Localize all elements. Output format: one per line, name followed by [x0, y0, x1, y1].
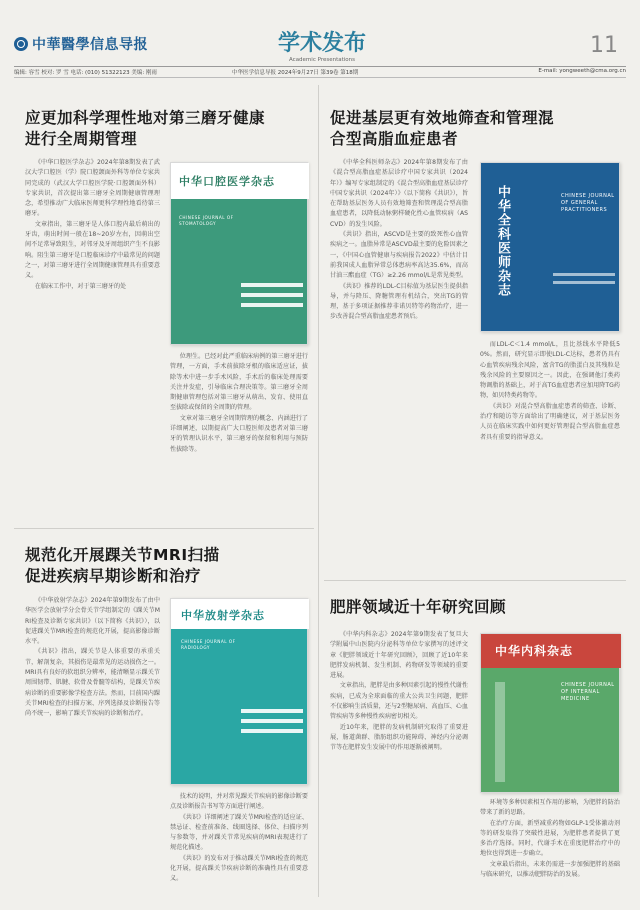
- issue-line: 中华医学信息导报 2024年9月27日 第39卷 第18期: [232, 70, 359, 76]
- article-3-body-col1: 《中华放射学杂志》2024年第9期发布了由中华医学会放射学分会骨关节学组制定的《踝关节MRI检查及诊断专家共识》（以下简称《共识》），以促进踝关节MRI检查的规范化开展，提高影像诊断水平。 《共识》指出，踝关节是人体重要的承重关节，解剖复杂，其损伤是最常见的运动损伤之一。MRI具有良好的软组织分辨率，能清晰显示踝关节周围韧带、肌腱、软骨及骨髓等结构，是踝关节疾病诊断的重要影像学检查方法。然而，目前国内踝关节MRI检查的扫描方案、序列选择及诊断报告等尚不统一，影响了踝关节疾病的诊断和治疗。: [25, 597, 160, 718]
- article-3-title: 规范化开展踝关节MRI扫描 促进疾病早期诊断和治疗: [25, 546, 220, 585]
- logo: [14, 33, 148, 55]
- header-rule-bottom: [14, 77, 626, 78]
- logo-text: 中華醫學信息导报: [32, 37, 148, 53]
- article-1-body-col2: 位理生。已经对此严重临床病例的第三磨牙进行管理，一方面，手术前拔除牙根的临床适应证，拔除等术中进一步手术风险，手术后的临床处理需要关注并发症，引导临床合理决策等。第三磨牙全周期健康管理包括对第三磨牙从萌出、发育、使用直至拔除或保留的全周期的管理。 文章对第三磨牙全周期管理的概念、内涵进行了详细阐述，以期提高广大口腔医师及患者对第三磨牙的管理认识水平，第三磨牙的保留和利用与预防性拔除等。: [170, 353, 308, 453]
- article-4-body-col2: 环境等多种因素相互作用的影响，为肥胖的防治带来了新的思路。 在治疗方面，新型减重药物如GLP-1受体激动剂等的研发取得了突破性进展，为肥胖患者提供了更多治疗选择。同时，代谢手术在重度肥胖治疗中的地位也得到进一步确立。 文章最后指出，未来仍需进一步加强肥胖的基础与临床研究，以推动肥胖防治的发展。: [480, 799, 620, 879]
- article-3-journal-cover: 中华放射学杂志 CHINESE JOURNAL OF RADIOLOGY: [170, 598, 308, 785]
- article-2-body-col1: 《中华全科医师杂志》2024年第8期发布了由《混合型高脂血症基层诊疗中国专家共识（2024年）》编写专家组制定的《混合型高脂血症基层诊疗中国专家共识（2024年）》（以下简称《共识》），旨在帮助基层医务人员有效地筛查和管理混合型高脂血症患者，以降低动脉粥样硬化性心血管疾病（ASCVD）的发生风险。 《共识》指出，ASCVD是主要的致死性心血管疾病之一。血脂异常是ASCVD最主要的危险因素之一，《中国心血管健康与疾病报告2022》中估计目前我国成人血脂异常总体患病率高达35.6%，而高甘油三酯血症（TG）≥2.26 mmol/L是常见类型。 《共识》推荐的LDL-C目标值为基层医生提供指导，并与降压、降糖管理有机结合，突出TG的管理，基于多项证据推荐非诺贝特等药物治疗，进一步改善混合型高脂血症患者预后。: [330, 159, 468, 321]
- section-subtitle: Academic Presentations: [289, 57, 355, 63]
- header-rule: [14, 66, 626, 67]
- logo-seal-icon: [14, 37, 28, 51]
- article-3-body-col2: 技术的说明，并对常见踝关节疾病的影像诊断要点及诊断报告书写等方面进行阐述。 《共识》详细阐述了踝关节MRI检查的适应证、禁忌证、检查前准备、线圈选择、体位、扫描序列与参数等，并对踝关节常见疾病的MRI表现进行了规范化描述。 《共识》的发布对于推动踝关节MRI检查的规范化开展，提高踝关节疾病诊断的准确性具有重要意义。: [170, 793, 308, 883]
- article-4-body-col1: 《中华内科杂志》2024年第9期发表了复旦大学附属中山医院内分泌科等单位专家撰写的述评文章《肥胖领域近十年研究回顾》，回顾了近10年来肥胖发病机制、发生机制、药物研发等领域的重要进展。 文章指出，肥胖是由多种因素引起的慢性代谢性疾病，已成为全球面临的重大公共卫生问题，肥胖不仅影响生活质量，还与2型糖尿病、高血压、心血管疾病等多种慢性疾病密切相关。 近10年来，肥胖的发病机制研究取得了重要进展，肠道菌群、脂肪组织功能障碍、神经内分泌调节等在肥胖发生发展中的作用逐渐被阐明。: [330, 631, 468, 752]
- article-4-journal-cover: 中华内科杂志 CHINESE JOURNAL OF INTERNAL MEDICINE: [480, 633, 620, 793]
- article-2-title: 促进基层更有效地筛查和管理混 合型高脂血症患者: [330, 109, 555, 148]
- separator-right: [324, 580, 626, 581]
- article-1-title: 应更加科学理性地对第三磨牙健康 进行全周期管理: [25, 109, 266, 148]
- article-1-journal-cover: 中华口腔医学杂志 CHINESE JOURNAL OF STOMATOLOGY: [170, 162, 308, 345]
- article-2-journal-cover: 中华全科医师杂志 CHINESE JOURNAL OF GENERAL PRACTITIONERS: [480, 162, 620, 332]
- email: E-mail: yongweeth@cma.org.cn: [538, 68, 626, 74]
- page-number: 11: [590, 33, 618, 58]
- separator-left: [14, 528, 314, 529]
- article-1-body-col1: 《中华口腔医学杂志》2024年第8期发表了武汉大学口腔医（学）院口腔颌面外科等单位专家共同完成的（武汉大学口腔医学院·口腔颌面外科）专家共识，首次提出第三磨牙全周期健康管理理念，希望推动广大临床医师更科学理性地看待第三磨牙。 文章指出，第三磨牙是人体口腔内最后萌出的牙齿，萌出时间一般在18~20岁左右，因萌出空间不足常导致阻生，对邻牙及牙周组织产生不良影响。阻生第三磨牙是口腔临床诊疗中最常见的问题之一，对第三磨牙进行全周期健康管理具有重要意义。 在临床工作中，对于第三磨牙的处: [25, 159, 160, 290]
- article-4-title: 肥胖领域近十年研究回顾: [330, 598, 507, 616]
- column-divider: [318, 85, 319, 897]
- editor-line: 编辑: 容雪 校对: 罗 雪 电话: (010) 51322123 美编: 刚雨: [14, 70, 157, 76]
- section-title: 学术发布: [277, 31, 366, 56]
- article-2-body-col2: 而LDL-C＜1.4 mmol/L，且比基线水平降低50%。然而，研究显示即使LDL-C达标，患者仍具有心血管疾病残余风险，富含TG的脂蛋白及其残粒是残余风险的主要原因之一。因此，在强调他汀类药物调脂的基础上，对于高TG血症患者应加用降TG药物，如贝特类药物等。 《共识》对混合型高脂血症患者的筛查、诊断、治疗和随访等方面给出了明确建议，对于基层医务人员在临床实践中如何更好管理混合型高脂血症患者具有重要的指导意义。: [480, 341, 620, 441]
